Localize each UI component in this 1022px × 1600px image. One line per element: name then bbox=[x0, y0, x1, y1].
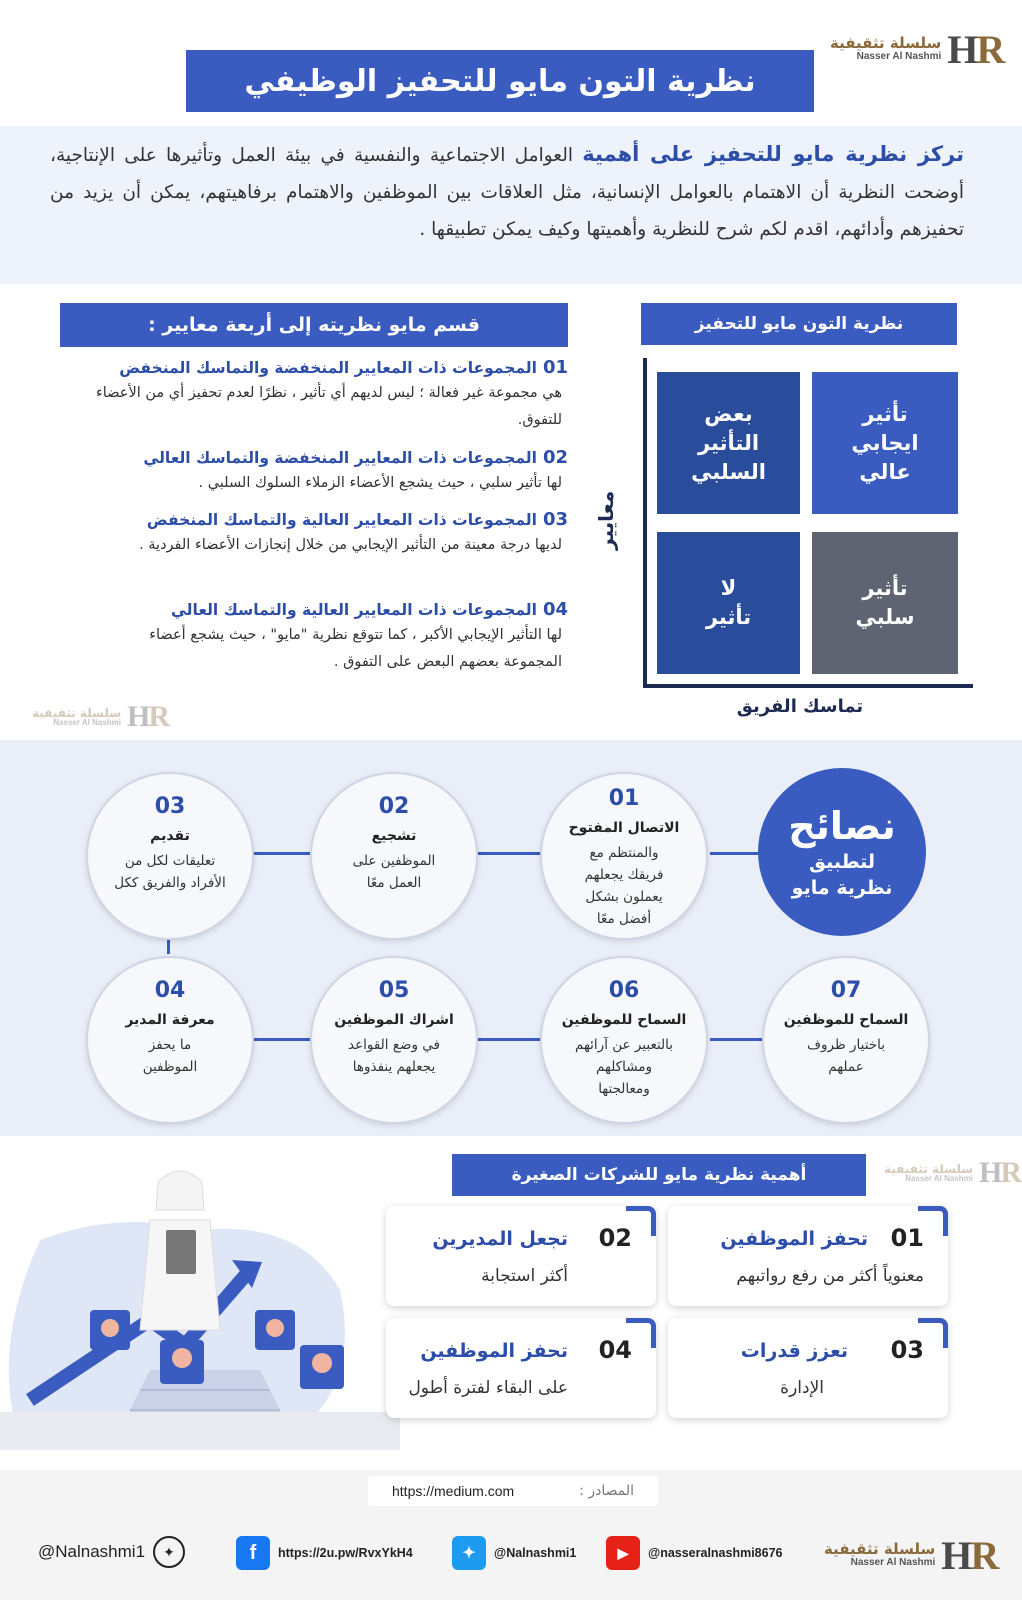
criteria-num: 02 bbox=[542, 447, 568, 468]
tip-num: 02 bbox=[378, 794, 410, 819]
matrix-heading: نظرية التون مايو للتحفيز bbox=[641, 303, 957, 345]
business-illustration bbox=[0, 1150, 400, 1450]
tip-body: باختيار ظروف عملهم bbox=[807, 1037, 885, 1075]
criteria-list bbox=[62, 356, 568, 696]
matrix-x-axis bbox=[643, 684, 973, 688]
matrix-x-label: تماسك الفريق bbox=[736, 696, 864, 717]
tip-body: بالتعبير عن آرائهم ومشاكلهم ومعالجتها bbox=[574, 1037, 674, 1097]
brand-logo-ar: سلسلة تثقيفية bbox=[830, 34, 942, 53]
importance-heading: أهمية نظرية مايو للشركات الصغيرة bbox=[452, 1154, 866, 1196]
importance-card bbox=[386, 1318, 656, 1418]
tips-main-sub2: نظرية مايو bbox=[791, 877, 893, 899]
matrix-cell-bottom-left: لا تأثير bbox=[657, 532, 800, 674]
watermark-logo: سلسلة تثقيفية Nasser Al Nashmi HR bbox=[884, 1156, 1021, 1189]
tips-connector bbox=[478, 1038, 548, 1041]
tips-connector bbox=[478, 852, 548, 855]
footer-brand-logo: سلسلة تثقيفية Nasser Al Nashmi HR bbox=[824, 1533, 998, 1578]
criteria-num: 01 bbox=[542, 357, 568, 378]
tip-circle bbox=[86, 772, 254, 940]
page-title: نظرية التون مايو للتحفيز الوظيفي bbox=[186, 50, 814, 112]
tip-title: تشجيع bbox=[371, 828, 417, 844]
tip-title: معرفة المدير bbox=[125, 1012, 215, 1028]
tip-title: الاتصال المفتوح bbox=[568, 820, 680, 836]
facebook-link[interactable]: f https://2u.pw/RvxYkH4 bbox=[236, 1536, 413, 1570]
tip-title: تقديم bbox=[150, 828, 190, 844]
handle-link[interactable]: @Nalnashmi1 ✦ bbox=[38, 1536, 185, 1568]
importance-body: الإدارة bbox=[780, 1378, 824, 1398]
tip-num: 07 bbox=[830, 978, 862, 1003]
source-label: المصادر : bbox=[579, 1483, 634, 1499]
tip-body: في وضع القواعد يجعلهم ينفذوها bbox=[347, 1037, 440, 1075]
tip-num: 04 bbox=[154, 978, 186, 1003]
tip-title: السماح للموظفين bbox=[561, 1012, 687, 1028]
importance-title: تجعل المديرين bbox=[432, 1228, 568, 1250]
criteria-heading: قسم مايو نظريته إلى أربعة معايير : bbox=[60, 303, 568, 347]
intro-highlight: تركز نظرية مايو للتحفيز على أهمية bbox=[582, 142, 965, 166]
importance-body: معنوياً أكثر من رفع رواتبهم bbox=[736, 1266, 924, 1286]
matrix-cell-top-left: بعض التأثير السلبي bbox=[657, 372, 800, 514]
intro-text: العوامل الاجتماعية والنفسية في بيئة العمل وتأثيرها على الإنتاجية، أوضحت النظرية أن الاهتمام بالعوامل الإنسانية، مثل العلاقات بين الموظفين والاهتمام برفاهيتهم، يمكن أن يزيد من تحفيزهم وأدائهم، اقدم لكم شرح للنظرية وأهميتها وكيف يمكن تطبيقها . bbox=[50, 145, 964, 240]
tip-circle bbox=[310, 956, 478, 1124]
matrix-cell-top-right: تأثير ايجابي عالي bbox=[812, 372, 958, 514]
tip-circle bbox=[86, 956, 254, 1124]
criteria-item bbox=[62, 356, 568, 434]
youtube-icon: ▶ bbox=[606, 1536, 640, 1570]
criteria-body: هي مجموعة غير فعالة ؛ ليس لديهم أي تأثير ، نظرًا لعدم تحفيز أي من الأعضاء للتفوق. bbox=[95, 385, 562, 428]
tip-body: والمنتظم مع فريقك يجعلهم يعملون بشكل أفضل معًا bbox=[584, 845, 664, 927]
tip-circle bbox=[310, 772, 478, 940]
importance-num: 03 bbox=[890, 1336, 924, 1364]
importance-body: على البقاء لفترة أطول bbox=[408, 1378, 568, 1398]
twitter-icon: ✦ bbox=[153, 1536, 185, 1568]
criteria-item bbox=[62, 598, 568, 676]
tip-num: 01 bbox=[608, 786, 640, 811]
tip-body: ما يحفز الموظفين bbox=[142, 1037, 198, 1075]
criteria-num: 03 bbox=[542, 509, 568, 530]
importance-num: 02 bbox=[598, 1224, 632, 1252]
tips-main-title: نصائح bbox=[788, 804, 896, 848]
tips-main-circle bbox=[758, 768, 926, 936]
intro-paragraph bbox=[0, 126, 1022, 284]
tip-circle bbox=[540, 956, 708, 1124]
tip-title: اشراك الموظفين bbox=[334, 1012, 454, 1028]
criteria-num: 04 bbox=[542, 599, 568, 620]
criteria-body: لها التأثير الإيجابي الأكبر ، كما تتوقع نظرية "مايو" ، حيث يشجع أعضاء المجموعة بعضهم البعض على التفوق . bbox=[149, 627, 562, 670]
importance-num: 04 bbox=[598, 1336, 632, 1364]
hr-logo-mark: HR bbox=[947, 27, 1004, 72]
sources-box bbox=[368, 1476, 658, 1506]
criteria-title: المجموعات ذات المعايير العالية والتماسك المنخفض bbox=[146, 511, 537, 529]
twitter-link[interactable]: ✦ @Nalnashmi1 bbox=[452, 1536, 576, 1570]
tip-num: 03 bbox=[154, 794, 186, 819]
criteria-body: لديها درجة معينة من التأثير الإيجابي من خلال إنجازات الأعضاء الفردية . bbox=[139, 537, 562, 553]
importance-body: أكثر استجابة bbox=[481, 1266, 568, 1286]
tip-body: تعليقات لكل من الأفراد والفريق ككل bbox=[114, 853, 226, 891]
criteria-item bbox=[62, 508, 568, 559]
criteria-title: المجموعات ذات المعايير العالية والتماسك العالي bbox=[171, 601, 537, 619]
matrix-cell-bottom-right: تأثير سلبي bbox=[812, 532, 958, 674]
importance-title: تحفز الموظفين bbox=[720, 1228, 868, 1250]
tip-num: 05 bbox=[378, 978, 410, 1003]
importance-card bbox=[386, 1206, 656, 1306]
matrix-y-axis bbox=[643, 358, 647, 688]
criteria-title: المجموعات ذات المعايير المنخفضة والتماسك العالي bbox=[143, 449, 537, 467]
tip-title: السماح للموظفين bbox=[783, 1012, 909, 1028]
tip-circle bbox=[540, 772, 708, 940]
criteria-item bbox=[62, 446, 568, 497]
tips-connector bbox=[710, 1038, 770, 1041]
tips-main-sub1: لتطبيق bbox=[808, 851, 876, 873]
importance-num: 01 bbox=[890, 1224, 924, 1252]
watermark-logo: سلسلة تثقيفية Nasser Al Nashmi HR bbox=[32, 700, 169, 733]
criteria-body: لها تأثير سلبي ، حيث يشجع الأعضاء الزملاء السلوك السلبي . bbox=[198, 475, 562, 491]
tip-body: الموظفين على العمل معًا bbox=[352, 853, 436, 891]
facebook-icon: f bbox=[236, 1536, 270, 1570]
tip-num: 06 bbox=[608, 978, 640, 1003]
tip-circle bbox=[762, 956, 930, 1124]
importance-title: تعزز قدرات bbox=[740, 1340, 848, 1362]
brand-logo bbox=[830, 26, 1003, 73]
importance-title: تحفز الموظفين bbox=[420, 1340, 568, 1362]
brand-logo-en: Nasser Al Nashmi bbox=[856, 51, 942, 63]
criteria-title: المجموعات ذات المعايير المنخفضة والتماسك المنخفض bbox=[119, 359, 537, 377]
matrix-y-label: معايير bbox=[594, 490, 618, 550]
source-url[interactable]: https://medium.com bbox=[392, 1483, 515, 1499]
importance-card bbox=[668, 1318, 948, 1418]
youtube-link[interactable]: ▶ @nasseralnashmi8676 bbox=[606, 1536, 783, 1570]
twitter-icon: ✦ bbox=[452, 1536, 486, 1570]
importance-card bbox=[668, 1206, 948, 1306]
